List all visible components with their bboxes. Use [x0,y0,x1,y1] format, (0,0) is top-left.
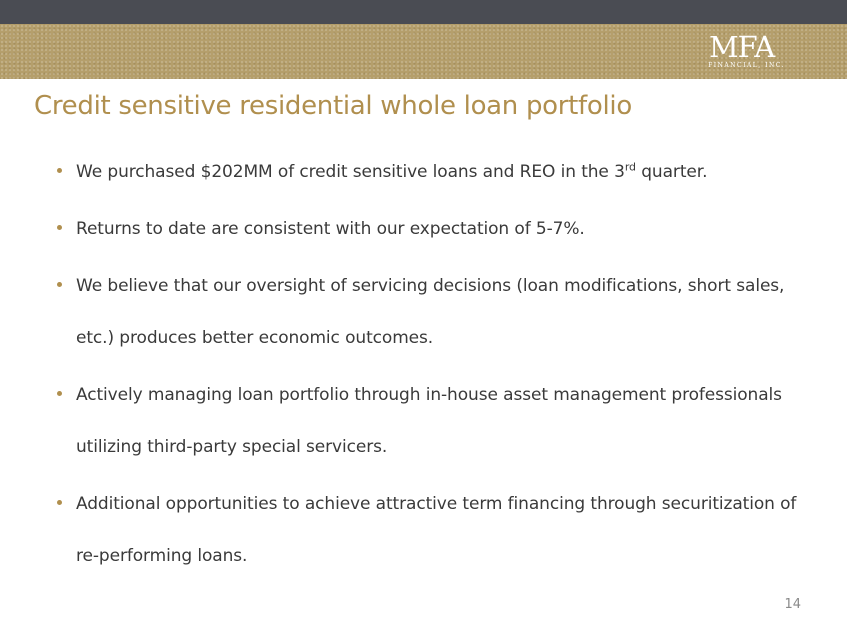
bullet-text: Additional opportunities to achieve attractive term financing through securitization of re-performing loans. [76,494,797,566]
bullet-dot-icon [57,225,62,230]
slide-title: Credit sensitive residential whole loan portfolio [34,91,632,121]
bullet-dot-icon [57,282,62,287]
bullet-item [76,369,816,473]
logo-mark: MFA [708,30,775,64]
bullet-dot-icon [57,391,62,396]
bullet-text: We believe that our oversight of servicing decisions (loan modifications, short sales, etc.) produces better economic outcomes. [76,276,785,348]
bullet-item [76,203,816,255]
bullet-item [76,478,816,582]
logo-subtitle: FINANCIAL, INC. [708,62,785,69]
bullet-item [76,260,816,364]
bullet-text-suffix: quarter. [635,162,708,182]
bullet-list [76,146,816,587]
bullet-text: Actively managing loan portfolio through in-house asset management professionals utilizing third-party special servicers. [76,385,782,457]
bullet-text: We purchased $202MM of credit sensitive loans and REO in the 3 [76,162,625,182]
mfa-logo [698,32,785,69]
bullet-superscript: rd [624,160,636,174]
bullet-text: Returns to date are consistent with our expectation of 5-7%. [76,219,585,239]
top-bar [0,0,847,24]
bullet-item [76,146,816,198]
bullet-dot-icon [57,168,62,173]
header-band [0,24,847,79]
bullet-dot-icon [57,500,62,505]
page-number: 14 [784,597,801,612]
